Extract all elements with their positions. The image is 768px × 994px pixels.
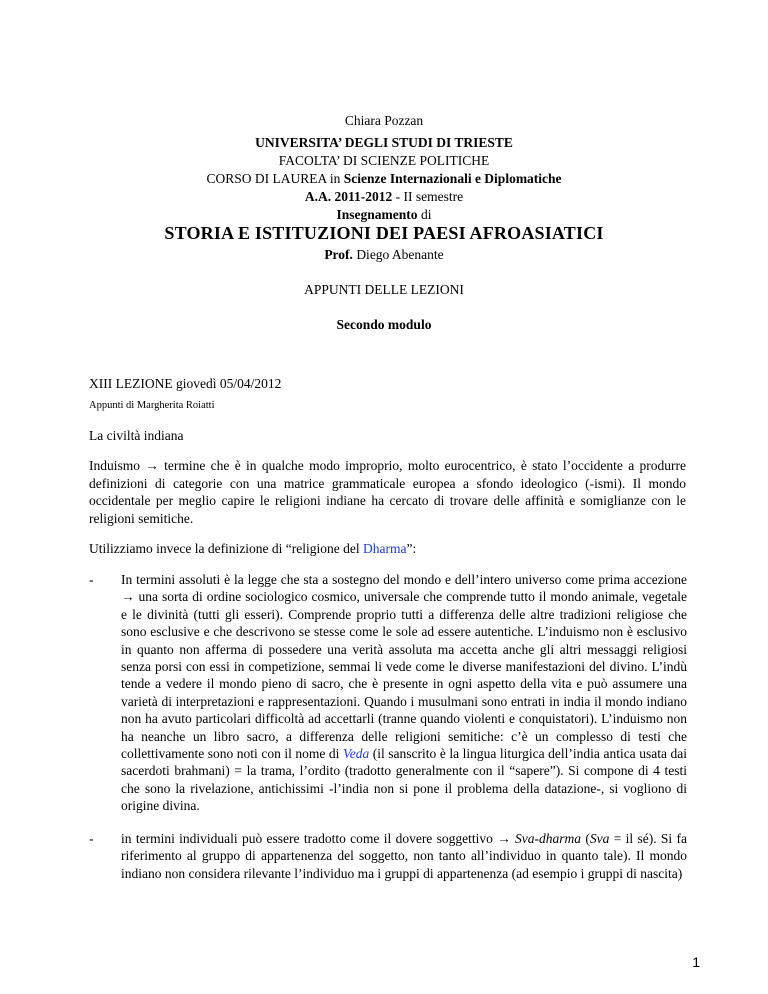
professor-line — [0, 246, 768, 264]
professor-title: Prof. — [324, 247, 353, 262]
definition-suffix: ”: — [406, 541, 417, 556]
teaching-line — [0, 206, 768, 224]
course-prefix: CORSO DI LAUREA in — [206, 171, 344, 186]
item1-text-end: (il sanscrito è la lingua liturgica dell’india antica usata dai sacerdoti brahmani) = la trama, l’ordito (tradotto generalmente con il “sapere”). Si compone di 4 testi che sono la rivelazione, antichissimi -l’india non si pone il problema della datazione-, si vogliono di origine divina. — [121, 746, 687, 814]
lesson-title: XIII LEZIONE giovedì 05/04/2012 — [89, 376, 282, 391]
author-name: Chiara Pozzan — [344, 113, 424, 128]
dharma-link[interactable]: Dharma — [363, 541, 407, 556]
intro-paragraph: Induismo → termine che è in qualche modo improprio, molto eurocentrico, è stato l’occidente a produrre definizioni di categorie con una matrice grammaticale europea a sfondo ideologico (-ismi). Il mondo occidentale per meglio capire le religioni indiane ha cercato di trovare delle affinità e somiglianze con le religioni semitiche. — [89, 458, 686, 526]
academic-year-line — [0, 188, 768, 206]
definition-text: Utilizziamo invece la definizione di “religione del — [89, 541, 364, 556]
teaching-suffix: di — [417, 207, 432, 222]
teaching-label: Insegnamento — [336, 207, 418, 222]
list-item-text — [121, 830, 687, 882]
course-line — [0, 170, 768, 188]
notes-author: Appunti di Margherita Roiatti — [89, 400, 215, 411]
semester: - II semestre — [392, 189, 464, 204]
veda-link[interactable]: Veda — [342, 746, 370, 762]
academic-year: A.A. 2011-2012 — [304, 189, 393, 204]
university-name: UNIVERSITA’ DEGLI STUDI DI TRIESTE — [255, 135, 513, 150]
item2-paren: ( — [581, 831, 590, 846]
item2-text: in termini individuali può essere tradotto come il dovere soggettivo → — [121, 831, 516, 846]
page-number: 1 — [692, 954, 700, 970]
item2-text-end: = il sé). Si fa riferimento al gruppo di appartenenza del soggetto, non tanto all’individuo in quanto tale). Il mondo indiano non considera rilevante l’individuo ma i gruppi di appartenenza (ad esempio i gruppi di nascita) — [121, 831, 687, 881]
course-name: Scienze Internazionali e Diplomatiche — [343, 171, 562, 186]
list-bullet: - — [89, 572, 94, 587]
dharma-definition-line — [89, 540, 686, 558]
list-item-text — [121, 571, 687, 815]
professor-name: Diego Abenante — [352, 247, 444, 262]
sva-dharma-term: Sva-dharma — [515, 831, 582, 846]
faculty-name: FACOLTA’ DI SCIENZE POLITICHE — [278, 153, 490, 168]
section-heading: La civiltà indiana — [89, 428, 184, 443]
module-title: Secondo modulo — [336, 317, 432, 332]
sva-term: Sva — [589, 831, 610, 846]
subject-title: STORIA E ISTITUZIONI DEI PAESI AFROASIATICI — [164, 223, 604, 243]
item1-text: In termini assoluti è la legge che sta a sostegno del mondo e dell’intero universo come prima accezione → una sorta di ordine sociologico cosmico, universale che comprende tutto il mondo animale, vegetale e le divinità (tutti gli esseri). Comprende proprio tutti a differenza delle altre tradizioni religiose che sono esclusive e che descrivono se stesse come le sole ad essere autentiche. L’induismo non è esclusivo in quanto non afferma di possedere una verità assoluta ma accetta anche gli altri messaggi religiosi senza porsi con essi in competizione, semmai li vede come le diverse manifestazioni del divino. L’indù tende a vedere il mondo pieno di sacro, che è presente in ogni aspetto della vita e può assumere una varietà di interpretazioni e rappresentazioni. Quando i musulmani sono entrati in india il mondo indiano non ha avuto particolari difficoltà ad accettarli (tranne quando violenti e conquistatori). L’induismo non ha neanche un libro sacro, a differenza delle religioni semitiche: c’è un complesso di testi che collettivamente sono noti con il nome di — [121, 572, 687, 762]
notes-title: APPUNTI DELLE LEZIONI — [304, 282, 464, 297]
list-bullet: - — [89, 831, 94, 846]
